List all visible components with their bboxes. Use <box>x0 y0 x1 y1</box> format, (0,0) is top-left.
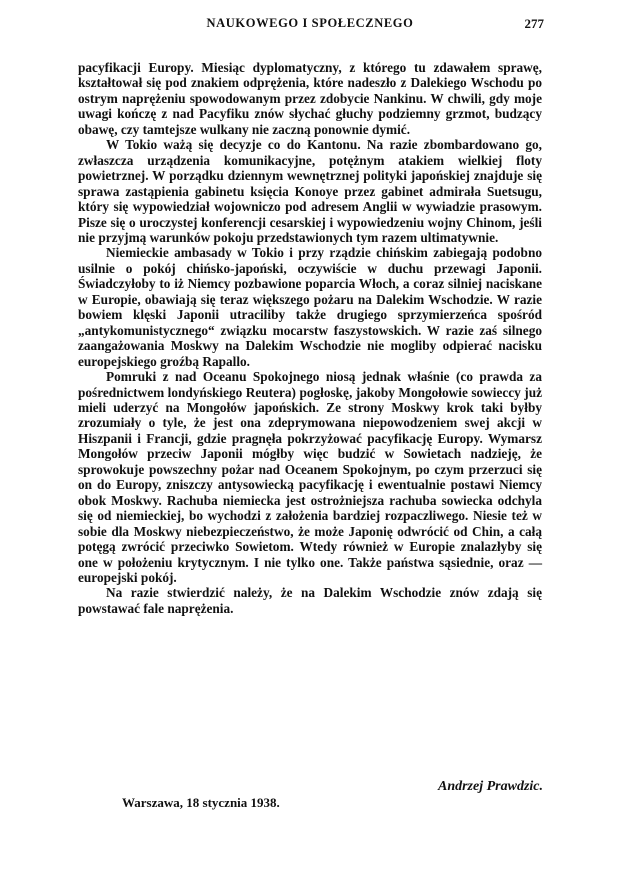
paragraph: Niemieckie ambasady w Tokio i przy rządzie chińskim zabiegają podobno usilnie o pokój chińsko-japoński, oczywiście w duchu przewagi Japonii. Świadczyłoby to iż Niemcy pozbawione poparcia Włoch, a coraz silniej naciskane w Europie, obawiają się teraz większego pożaru na Dalekim Wschodzie. W razie bowiem klęski Japonii utraciliby także drugiego sprzymierzeńca spośród „antykomunistycznego“ związku mocarstw faszystowskich. W razie zaś silnego zaangażowania Moskwy na Dalekim Wschodzie nie mogliby odpierać nacisku europejskiego groźbą Rapallo. <box>78 245 542 369</box>
dateline: Warszawa, 18 stycznia 1938. <box>122 795 280 810</box>
page-header <box>76 16 544 34</box>
paragraph: W Tokio ważą się decyzje co do Kantonu. Na razie zbombardowano go, zwłaszcza urządzenia komunikacyjne, potężnym atakiem wielkiej floty powietrznej. W porządku dziennym wewnętrznej polityki japońskiej znajduje się sprawa zastąpienia gabinetu księcia Konoye przez gabinet admirała Suetsugu, który się wypowiedział wojowniczo pod adresem Anglii w wywiadzie prasowym. Pisze się o uroczystej konferencji cesarskiej i wypowiedzeniu wojny Chinom, jeśli nie przyjmą warunków pokoju przedstawionych tym razem ultimatywnie. <box>78 137 542 245</box>
running-title: NAUKOWEGO I SPOŁECZNEGO <box>206 16 414 30</box>
paragraph: Na razie stwierdzić należy, że na Dalekim Wschodzie znów zdają się powstawać fale naprężenia. <box>78 585 542 616</box>
paragraph: pacyfikacji Europy. Miesiąc dyplomatyczny, z którego tu zdawałem sprawę, kształtował się pod znakiem odprężenia, które nadeszło z Dalekiego Wschodu po ostrym naprężeniu spowodowanym przez zdobycie Nankinu. W chwili, gdy moje uwagi kończę z nad Pacyfiku znów słychać głuchy podziemny grzmot, budzący obawę, czy tamtejsze wulkany nie zaczną ponownie dymić. <box>78 60 542 137</box>
article-body <box>78 60 542 616</box>
author-signature: Andrzej Prawdzic. <box>437 779 543 794</box>
paragraph: Pomruki z nad Oceanu Spokojnego niosą jednak właśnie (co prawda za pośrednictwem londyńskiego Reutera) pogłoskę, jakoby Mongołowie sowieccy już mieli uderzyć na Mongołów japońskich. Ze strony Moskwy krok taki byłby zrozumiały o tyle, że jest ona zdeprymowana niepowodzeniem swej akcji w Hiszpanii i Francji, gdzie pragnęła pokrzyżować pacyfikację Europy. Wymarsz Mongołów przeciw Japonii mógłby więc budzić w Sowietach nadzieję, że sprowokuje powszechny pożar nad Oceanem Spokojnym, po czym przerzuci się on do Europy, zniszczy antysowiecką pacyfikację i ewentualnie postawi Niemcy obok Moskwy. Rachuba niemiecka jest ostrożniejsza rachuba sowiecka odchyla się od niemieckiej, bo wychodzi z założenia bardziej rozpaczliwego. Niesie też w sobie dla Moskwy niebezpieczeństwo, że może Japonię odwrócić od Chin, a całą potęgą zwrócić przeciwko Sowietom. Wtedy również w Europie znalazłyby się one w położeniu krytycznym. I nie tylko one. Także państwa sąsiednie, oraz — europejski pokój. <box>78 369 542 585</box>
page-number: 277 <box>524 16 544 31</box>
